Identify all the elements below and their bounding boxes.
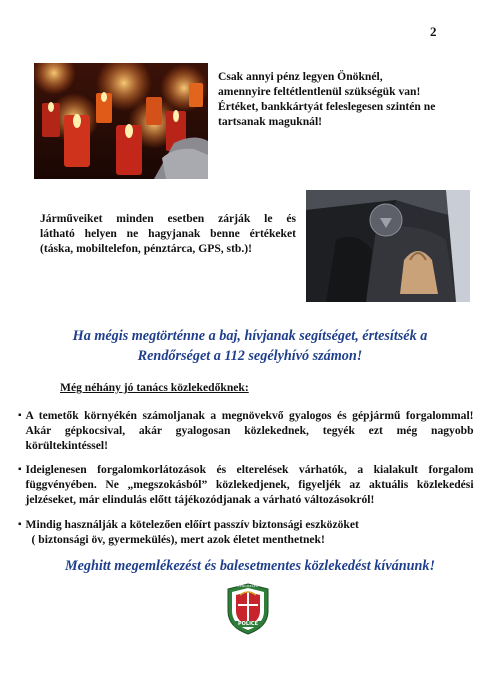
- tip-list-item: [18, 408, 474, 453]
- bullet-square-icon: ▪: [18, 519, 22, 530]
- tip-1-line-2: Akár gépkocsival, akár gyalogosan közlekednek, tegyék ezt még nagyobb: [25, 424, 474, 437]
- tip-2-line-3: jelzéseket, már elindulás előtt tájékozódjanak a várható változásokról!: [25, 493, 375, 506]
- money-warning-line-2: amennyire feltétlentlenül szükségük van!: [218, 85, 421, 98]
- emergency-callout-line-1: Ha mégis megtörténne a baj, hívjanak segítséget, értesítsék a: [72, 328, 428, 344]
- badge-bottom-text: POLICE: [237, 621, 259, 627]
- tip-3-line-2: ( biztonsági öv, gyermekülés), mert azok életet menthetnek!: [31, 533, 325, 546]
- car-interior-photo: [306, 190, 470, 302]
- money-warning-line-4: tartsanak maguknál!: [218, 115, 323, 128]
- bullet-square-icon: ▪: [18, 410, 22, 421]
- tip-3-line-1: Mindig használják a kötelezően előírt passzív biztonsági eszközöket: [25, 518, 359, 531]
- tip-2-line-1: Ideiglenesen forgalomkorlátozások és elterelések várhatók, a kialakult forgalom: [25, 463, 474, 476]
- badge-top-text: RENDŐRSÉG: [237, 584, 259, 588]
- page-number: 2: [430, 24, 437, 39]
- bullet-square-icon: ▪: [18, 464, 22, 475]
- tip-1-line-1: A temetők környékén számoljanak a megnövekvő gyalogos és gépjármű forgalommal!: [25, 409, 474, 422]
- tip-2-line-2: függvényében. Ne „megszokásból” közlekedjenek, figyeljék az aktuális közlekedési: [25, 478, 474, 491]
- money-warning-line-3: Értéket, bankkártyát feleslegesen szintén ne: [218, 100, 436, 113]
- vehicle-warning-line-1: Járműveiket minden esetben zárják le és: [40, 212, 296, 225]
- money-warning-line-1: Csak annyi pénz legyen Önöknél,: [218, 70, 383, 83]
- candles-photo: [34, 63, 208, 179]
- tip-list-item: [18, 517, 474, 547]
- money-warning-text: [218, 69, 478, 129]
- emergency-callout-line-2: Rendőrséget a 112 segélyhívó számon!: [137, 348, 363, 364]
- closing-wish: Meghitt megemlékezést és balesetmentes közlekedést kívánunk!: [64, 558, 436, 574]
- vehicle-warning-line-2: látható helyen ne hagyjanak benne értékeket: [40, 227, 296, 240]
- emergency-callout: [40, 326, 460, 366]
- tip-1-line-3: körültekintéssel!: [25, 439, 108, 452]
- vehicle-warning-line-3: (táska, mobiltelefon, pénztárca, GPS, stb.)!: [40, 242, 252, 255]
- tips-heading: Még néhány jó tanács közlekedőknek:: [60, 381, 249, 394]
- vehicle-warning-text: [40, 211, 296, 256]
- police-badge-logo: [226, 583, 270, 635]
- tip-list-item: [18, 462, 474, 507]
